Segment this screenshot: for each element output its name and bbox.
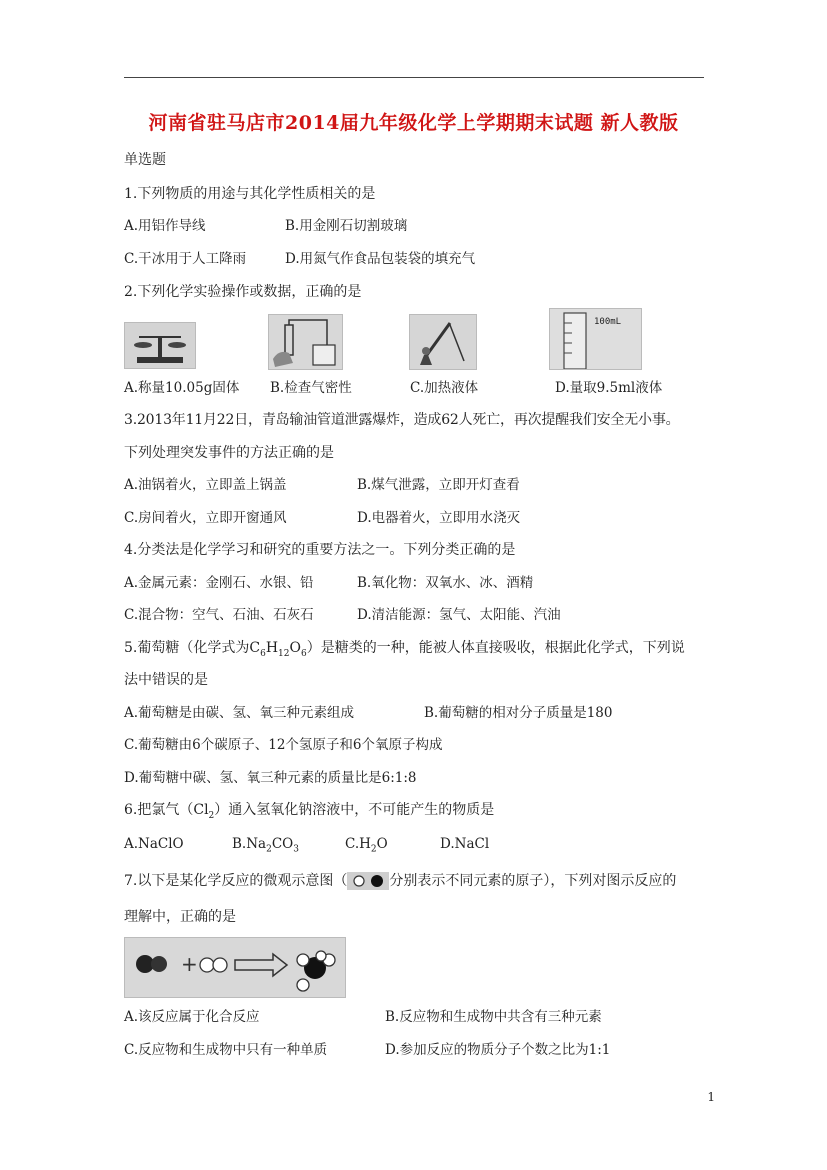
q2-option-a: A.称量10.05g固体 <box>124 380 240 396</box>
q4-stem: 4.分类法是化学学习和研究的重要方法之一。下列分类正确的是 <box>124 542 516 558</box>
page-number: 1 <box>707 1090 715 1104</box>
q7-option-d: D.参加反应的物质分子个数之比为1:1 <box>385 1042 611 1058</box>
svg-text:+: + <box>181 952 198 976</box>
section-heading: 单选题 <box>124 152 166 168</box>
q6-option-b: $B.Na_2CO_3$ <box>232 836 299 855</box>
q2-option-c: C.加热液体 <box>410 380 479 396</box>
q1-option-c: C.干冰用于人工降雨 <box>124 251 247 267</box>
atom-legend-icon <box>347 872 389 890</box>
q7-option-a: A.该反应属于化合反应 <box>124 1009 260 1025</box>
q7-stem-line1: 7.以下是某化学反应的微观示意图（ 分别表示不同元素的原子），下列对图示反应的 <box>124 873 677 889</box>
q2-stem: 2.下列化学实验操作或数据，正确的是 <box>124 284 362 300</box>
header-rule <box>124 77 704 78</box>
q5-stem-line1: 5.葡萄糖（化学式为$C_6H_{12}O_6$）是糖类的一种，能被人体直接吸收，根据此化学式，下列说 <box>124 640 685 659</box>
q5-option-c: C.葡萄糖由6个碳原子、12个氢原子和6个氧原子构成 <box>124 737 443 753</box>
heating-liquid-icon <box>410 315 476 369</box>
q1-option-b: B.用金刚石切割玻璃 <box>285 218 408 234</box>
q3-stem-line2: 下列处理突发事件的方法正确的是 <box>124 445 334 461</box>
q4-option-a: A.金属元素：金刚石、水银、铅 <box>124 575 314 591</box>
cylinder-label: 100mL <box>594 317 622 327</box>
q4-option-c: C.混合物：空气、石油、石灰石 <box>124 607 314 623</box>
q4-option-b: B.氧化物：双氧水、冰、酒精 <box>357 575 534 591</box>
q5-option-a: A.葡萄糖是由碳、氢、氧三种元素组成 <box>124 705 355 721</box>
q6-option-a: A.NaClO <box>124 836 184 852</box>
q5-option-d: D.葡萄糖中碳、氢、氧三种元素的质量比是6:1:8 <box>124 770 417 786</box>
q5-stem-line2: 法中错误的是 <box>124 672 208 688</box>
q7-option-b: B.反应物和生成物中共含有三种元素 <box>385 1009 602 1025</box>
q3-stem-line1: 3.2013年11月22日，青岛输油管道泄露爆炸，造成62人死亡，再次提醒我们安全无小事。 <box>124 412 680 428</box>
q6-stem: 6.把氯气$(Cl_2)$通入氢氧化钠溶液中，不可能产生的物质是 <box>124 802 495 821</box>
heating-liquid-image <box>409 314 477 370</box>
graduated-cylinder-image <box>549 308 642 370</box>
q3-option-a: A.油锅着火，立即盖上锅盖 <box>124 477 287 493</box>
q1-stem: 1.下列物质的用途与其化学性质相关的是 <box>124 186 376 202</box>
balance-image <box>124 322 196 369</box>
airtightness-image <box>268 314 343 370</box>
q3-option-c: C.房间着火，立即开窗通风 <box>124 510 287 526</box>
airtightness-icon <box>269 315 342 369</box>
q1-option-a: A.用铝作导线 <box>124 218 206 234</box>
q6-option-c: $C.H_2O$ <box>345 836 388 855</box>
balance-icon <box>125 323 195 368</box>
reaction-diagram-image <box>124 937 346 998</box>
q3-option-b: B.煤气泄露，立即开灯查看 <box>357 477 520 493</box>
q5-option-b: B.葡萄糖的相对分子质量是180 <box>424 705 613 721</box>
q2-option-d: D.量取9.5ml液体 <box>555 380 663 396</box>
q4-option-d: D.清洁能源：氢气、太阳能、汽油 <box>357 607 561 623</box>
reaction-diagram-icon <box>125 938 345 997</box>
q3-option-d: D.电器着火，立即用水浇灭 <box>357 510 521 526</box>
q2-option-b: B.检查气密性 <box>270 380 352 396</box>
q7-option-c: C.反应物和生成物中只有一种单质 <box>124 1042 328 1058</box>
q1-option-d: D.用氮气作食品包装袋的填充气 <box>285 251 476 267</box>
q6-option-d: D.NaCl <box>440 836 490 852</box>
q7-stem-line2: 理解中，正确的是 <box>124 909 236 925</box>
page-title: 河南省驻马店市2014届九年级化学上学期期末试题 新人教版 <box>148 112 679 134</box>
